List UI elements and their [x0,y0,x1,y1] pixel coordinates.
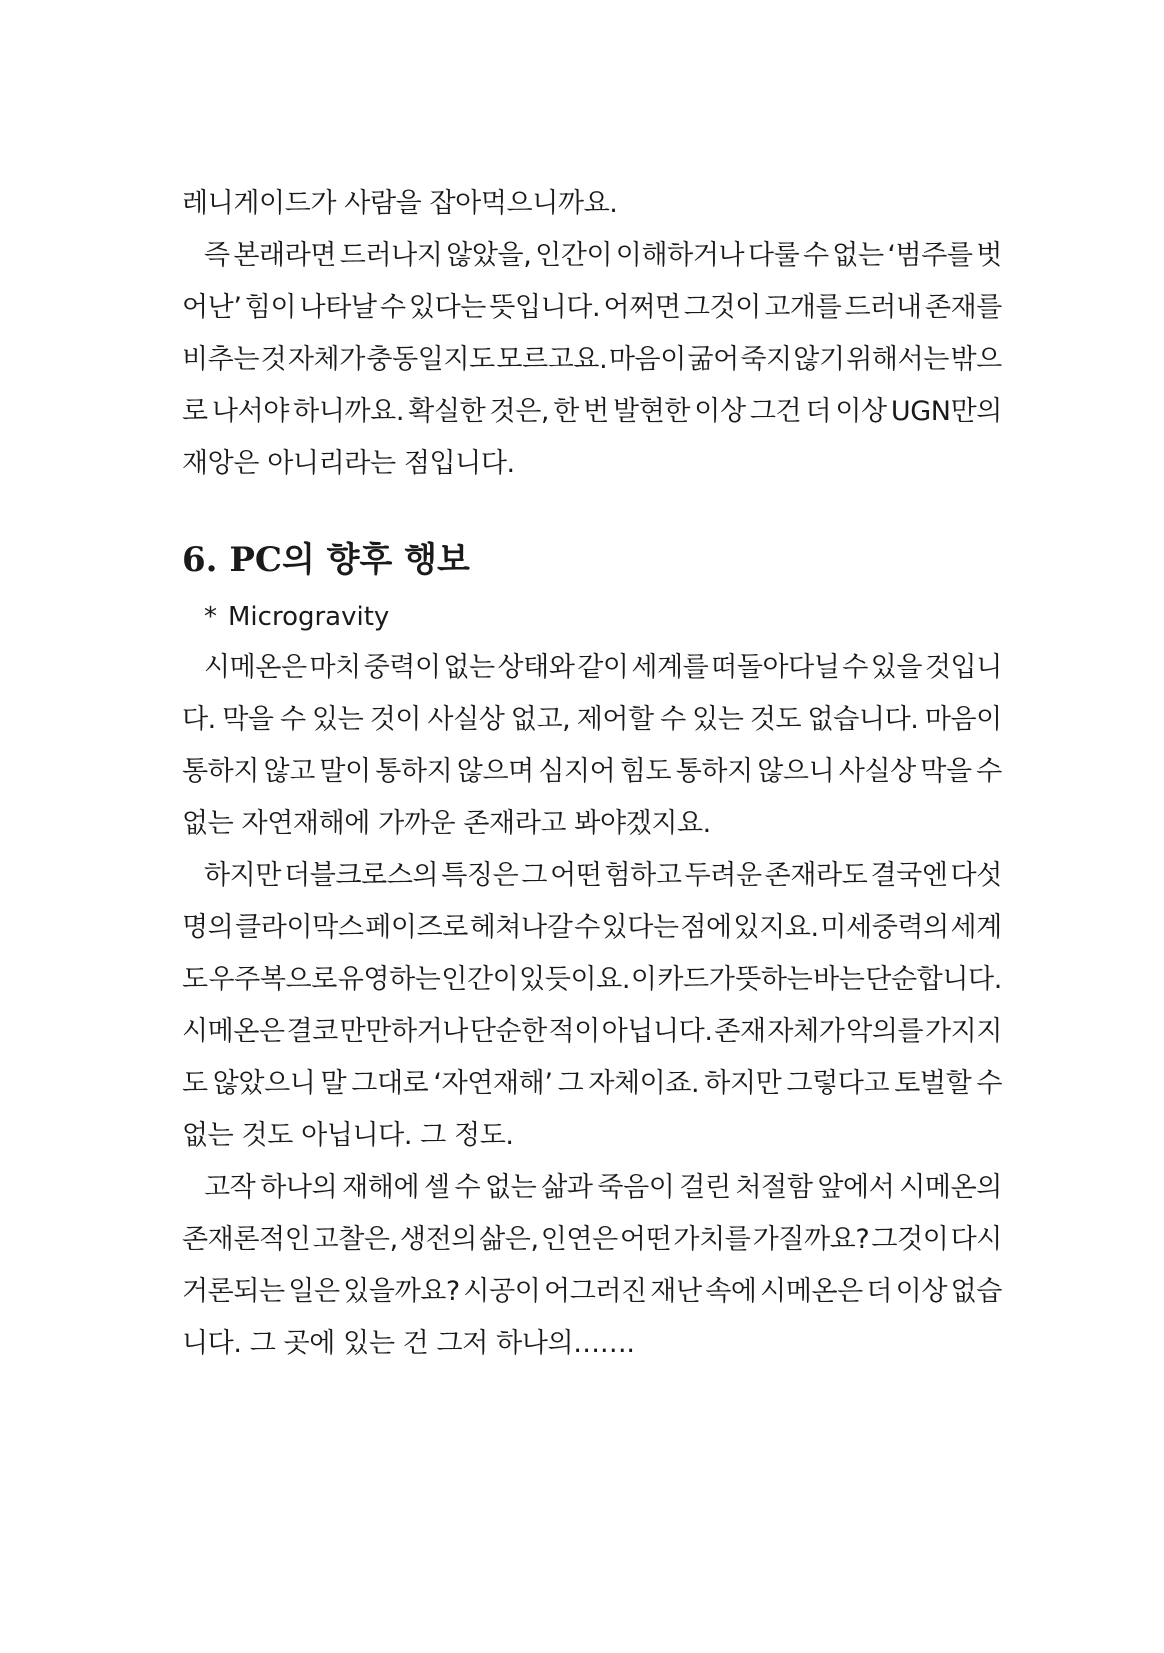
text-line: 비추는 것 자체가 충동일지도 모르고요. 마음이 굶어 죽지 않기 위해서는 밖으 [182,344,1002,375]
text-line: 하지만 더블크로스의 특징은 그 어떤 험하고 두려운 존재라도 결국엔 다섯 [204,860,1002,891]
text-line: 로 나서야 하니까요. 확실한 것은, 한 번 발현한 이상 그건 더 이상 UGN만의 [182,396,1002,427]
text-line: 존재론적인 고찰은, 생전의 삶은, 인연은 어떤 가치를 가질까요? 그것이 다시 [182,1224,1002,1255]
text-line: 다. 막을 수 있는 것이 사실상 없고, 제어할 수 있는 것도 없습니다. 마음이 [182,704,1002,735]
text-line: 즉 본래라면 드러나지 않았을, 인간이 이해하거나 다룰 수 없는 ‘범주를 벗 [204,240,1002,271]
text-line: 시메온은 결코 만만하거나 단순한 적이 아닙니다. 존재 자체가 악의를 가지지 [182,1016,1002,1047]
section-heading: 6. PC의 향후 행보 [182,540,470,580]
subheading [182,592,1002,642]
text-line: 레니게이드가 사람을 잡아먹으니까요. [182,188,618,219]
text-line: 재앙은 아니리라는 점입니다. [182,448,515,479]
paragraph-double-cross [182,850,1002,1162]
paragraph-simeon-microgravity [182,642,1002,850]
subheading-text: Microgravity [228,602,390,632]
text-line: 어난’ 힘이 나타날 수 있다는 뜻입니다. 어쩌면 그것이 고개를 드러내 존재를 [182,292,1002,323]
paragraph-continuation [182,178,1002,230]
text-line: 없는 것도 아닙니다. 그 정도. [182,1120,514,1151]
document-page [182,178,1002,1370]
text-line: 없는 자연재해에 가까운 존재라고 봐야겠지요. [182,808,711,839]
paragraph-renegade-meaning [182,230,1002,490]
text-line: 고작 하나의 재해에 셀 수 없는 삶과 죽음이 걸린 처절함 앞에서 시메온의 [204,1172,1002,1203]
text-line: 도 우주복으로 유영하는 인간이 있듯이요. 이 카드가 뜻하는 바는 단순합니다. [182,964,1002,995]
text-line: 거론되는 일은 있을까요? 시공이 어그러진 재난 속에 시메온은 더 이상 없습 [182,1276,1002,1307]
text-line: 통하지 않고 말이 통하지 않으며 심지어 힘도 통하지 않으니 사실상 막을 수 [182,756,1002,787]
text-line: 도 않았으니 말 그대로 ‘자연재해’ 그 자체이죠. 하지만 그렇다고 토벌할 수 [182,1068,1002,1099]
text-line: 시메온은 마치 중력이 없는 상태와 같이 세계를 떠돌아다닐 수 있을 것입니 [204,652,1002,683]
bullet-mark: * [204,602,217,632]
text-line: 니다. 그 곳에 있는 건 그저 하나의……. [182,1328,635,1359]
paragraph-closing [182,1162,1002,1370]
text-line: 명의 클라이막스 페이즈로 헤쳐나갈 수 있다는 점에 있지요. 미세중력의 세계 [182,912,1002,943]
